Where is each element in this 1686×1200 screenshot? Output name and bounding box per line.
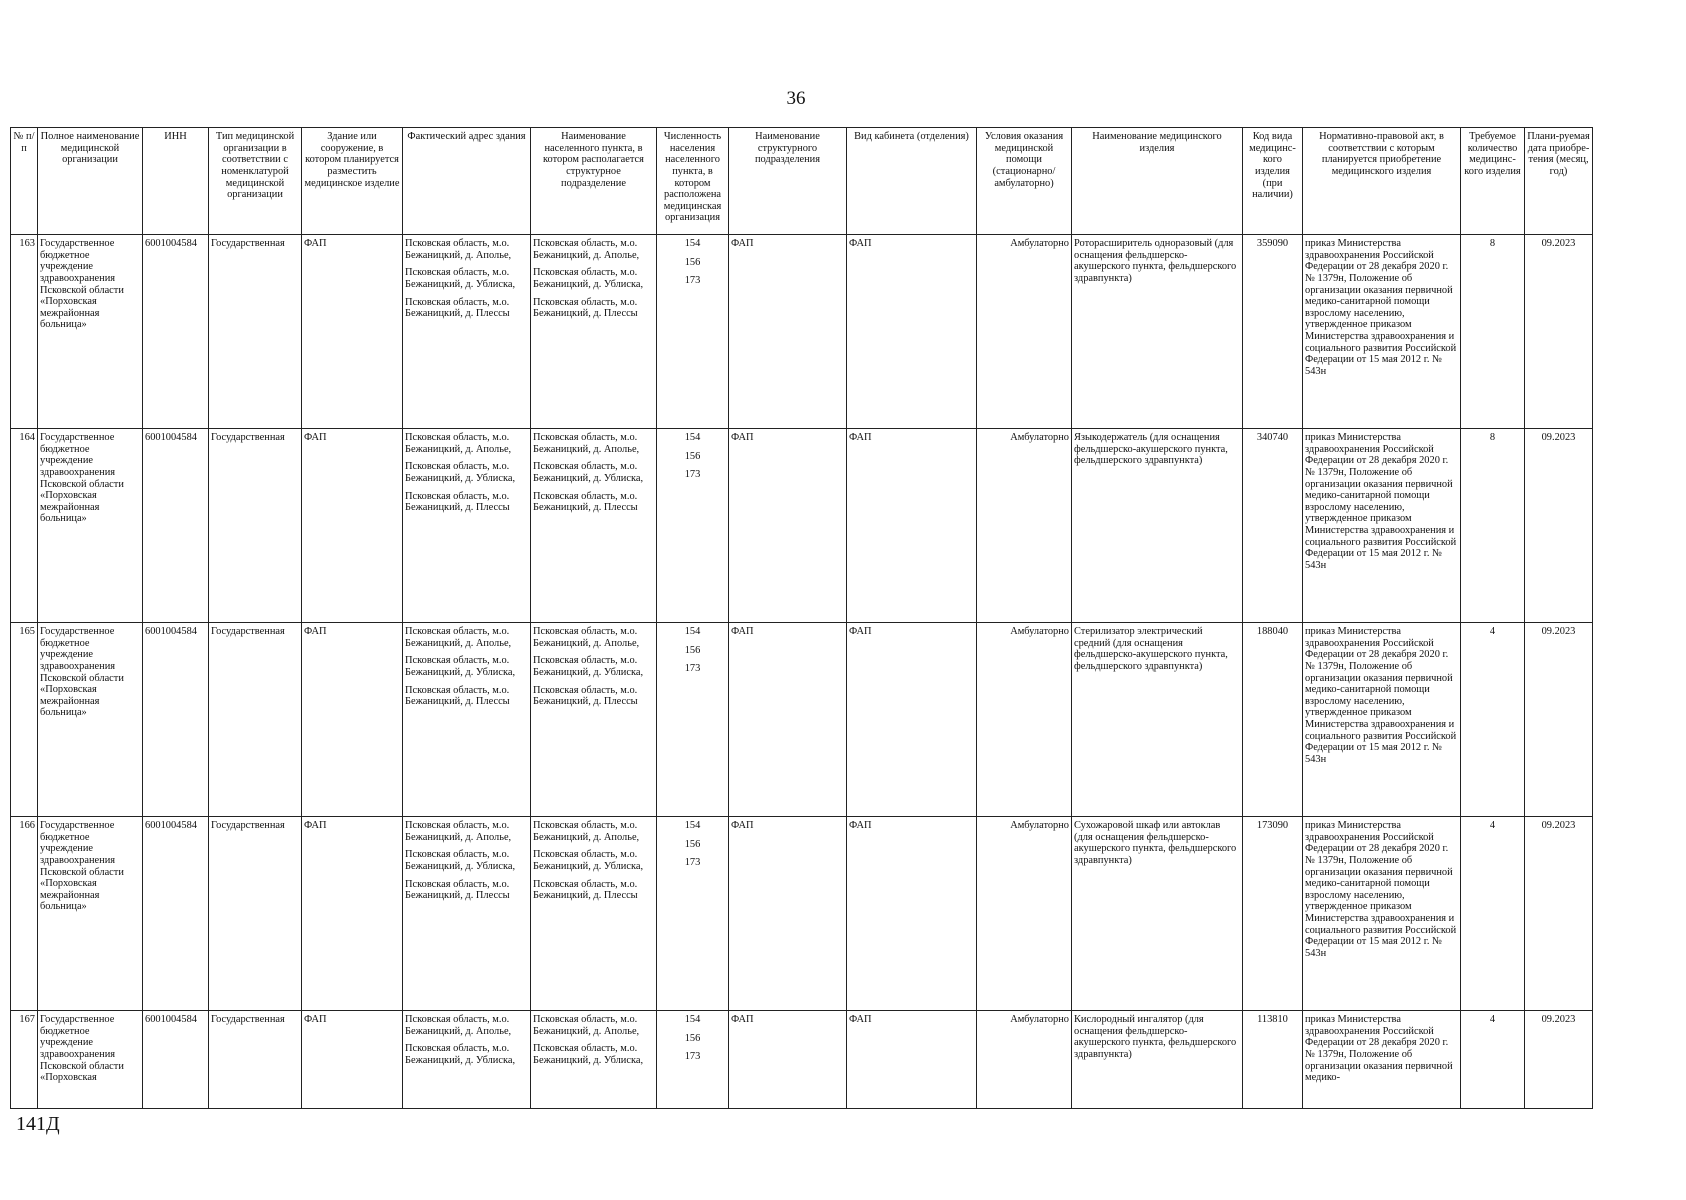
table-row (11, 623, 1593, 817)
structural-unit: ФАП (729, 817, 847, 1011)
population-value: 173 (684, 857, 701, 869)
population-value: 156 (684, 256, 701, 268)
address-line: Псковская область, м.о. Бежаницкий, д. Плессы (405, 878, 510, 902)
row-number: 166 (11, 817, 38, 1011)
cabinet-type: ФАП (847, 1011, 977, 1109)
address-line: Псковская область, м.о. Бежаницкий, д. Ублиска, (405, 267, 516, 290)
address-line: Псковская область, м.о. Бежаницкий, д. Плессы (405, 490, 510, 514)
address-line: Псковская область, м.о. Бежаницкий, д. Аполье, (405, 238, 512, 261)
locality-line: Псковская область, м.о. Бежаницкий, д. Ублиска, (533, 1043, 644, 1066)
header-cell: Условия оказания медицинской помощи (стационарно/ амбулаторно) (977, 128, 1072, 235)
device-code: 188040 (1243, 623, 1303, 817)
quantity: 4 (1461, 1011, 1525, 1109)
population (657, 429, 729, 623)
address-line: Псковская область, м.о. Бежаницкий, д. Ублиска, (405, 849, 516, 872)
legal-act: приказ Министерства здравоохранения Российской Федерации от 28 декабря 2020 г. № 1379н, Положение об организации оказания первичной медико-санитарной помощи взрослому населению, утвержденное приказом Министерства здравоохранения и социального развития Российской Федерации от 15 мая 2012 г. № 543н (1303, 623, 1461, 817)
device-code: 173090 (1243, 817, 1303, 1011)
header-row (11, 128, 1593, 235)
address (403, 235, 531, 429)
org-type: Государственная (209, 235, 302, 429)
row-number: 163 (11, 235, 38, 429)
locality (531, 623, 657, 817)
locality-line: Псковская область, м.о. Бежаницкий, д. Плессы (533, 490, 638, 514)
quantity: 4 (1461, 623, 1525, 817)
org-name: Государственное бюджетное учреждение здравоохранения Псковской области «Порховская межрайонная больница» (38, 623, 143, 817)
inn: 6001004584 (143, 235, 209, 429)
locality-line: Псковская область, м.о. Бежаницкий, д. Ублиска, (533, 461, 644, 484)
row-number: 164 (11, 429, 38, 623)
device-code: 359090 (1243, 235, 1303, 429)
population-value: 156 (684, 1032, 701, 1044)
header-cell: Численность населения населенного пункта, в котором расположена медицинская организация (657, 128, 729, 235)
inn: 6001004584 (143, 1011, 209, 1109)
address (403, 817, 531, 1011)
inn: 6001004584 (143, 429, 209, 623)
care-conditions: Амбулаторно (977, 429, 1072, 623)
cabinet-type: ФАП (847, 429, 977, 623)
inn: 6001004584 (143, 623, 209, 817)
building: ФАП (302, 429, 403, 623)
legal-act: приказ Министерства здравоохранения Российской Федерации от 28 декабря 2020 г. № 1379н, Положение об организации оказания первичной медико- (1303, 1011, 1461, 1109)
address-line: Псковская область, м.о. Бежаницкий, д. Плессы (405, 684, 510, 708)
header-cell: № п/п (11, 128, 38, 235)
org-name: Государственное бюджетное учреждение здравоохранения Псковской области «Порховская (38, 1011, 143, 1109)
header-cell: Наименование медицинского изделия (1072, 128, 1243, 235)
header-cell: Наименование структурного подразделения (729, 128, 847, 235)
building: ФАП (302, 235, 403, 429)
population (657, 1011, 729, 1109)
population-value: 173 (684, 663, 701, 675)
locality-line: Псковская область, м.о. Бежаницкий, д. Ублиска, (533, 849, 644, 872)
care-conditions: Амбулаторно (977, 623, 1072, 817)
org-type: Государственная (209, 429, 302, 623)
population-value: 156 (684, 644, 701, 656)
document-code: 141Д (16, 1113, 60, 1135)
table-row (11, 817, 1593, 1011)
org-name: Государственное бюджетное учреждение здравоохранения Псковской области «Порховская межрайонная больница» (38, 817, 143, 1011)
header-cell: Вид кабинета (отделения) (847, 128, 977, 235)
address-line: Псковская область, м.о. Бежаницкий, д. Аполье, (405, 1014, 512, 1037)
address (403, 429, 531, 623)
address-line: Псковская область, м.о. Бежаницкий, д. Плессы (405, 296, 510, 320)
purchase-date: 09.2023 (1525, 1011, 1593, 1109)
quantity: 8 (1461, 429, 1525, 623)
locality (531, 817, 657, 1011)
header-cell: Код вида медицинс-кого изделия (при наличии) (1243, 128, 1303, 235)
population (657, 623, 729, 817)
device-name: Стерилизатор электрический средний (для оснащения фельдшерско-акушерского пункта, фельдшерского здравпункта) (1072, 623, 1243, 817)
quantity: 8 (1461, 235, 1525, 429)
population (657, 235, 729, 429)
equipment-table (10, 127, 1593, 1109)
cabinet-type: ФАП (847, 623, 977, 817)
population (657, 817, 729, 1011)
legal-act: приказ Министерства здравоохранения Российской Федерации от 28 декабря 2020 г. № 1379н, Положение об организации оказания первичной медико-санитарной помощи взрослому населению, утвержденное приказом Министерства здравоохранения и социального развития Российской Федерации от 15 мая 2012 г. № 543н (1303, 429, 1461, 623)
org-name: Государственное бюджетное учреждение здравоохранения Псковской области «Порховская межрайонная больница» (38, 235, 143, 429)
purchase-date: 09.2023 (1525, 623, 1593, 817)
device-name: Языкодержатель (для оснащения фельдшерско-акушерского пункта, фельдшерского здравпункта) (1072, 429, 1243, 623)
building: ФАП (302, 623, 403, 817)
header-cell: Фактический адрес здания (403, 128, 531, 235)
care-conditions: Амбулаторно (977, 1011, 1072, 1109)
header-cell: ИНН (143, 128, 209, 235)
population-value: 154 (684, 238, 701, 249)
header-cell: Полное наименование медицинской организации (38, 128, 143, 235)
building: ФАП (302, 817, 403, 1011)
org-type: Государственная (209, 1011, 302, 1109)
device-name: Кислородный ингалятор (для оснащения фельдшерско-акушерского пункта, фельдшерского здравпункта) (1072, 1011, 1243, 1109)
population-value: 154 (684, 1014, 701, 1025)
structural-unit: ФАП (729, 429, 847, 623)
legal-act: приказ Министерства здравоохранения Российской Федерации от 28 декабря 2020 г. № 1379н, Положение об организации оказания первичной медико-санитарной помощи взрослому населению, утвержденное приказом Министерства здравоохранения и социального развития Российской Федерации от 15 мая 2012 г. № 543н (1303, 817, 1461, 1011)
header-cell: Наименование населенного пункта, в котором располагается структурное подразделение (531, 128, 657, 235)
device-name: Сухожаровой шкаф или автоклав (для оснащения фельдшерско-акушерского пункта, фельдшерского здравпункта) (1072, 817, 1243, 1011)
locality-line: Псковская область, м.о. Бежаницкий, д. Ублиска, (533, 655, 644, 678)
org-name: Государственное бюджетное учреждение здравоохранения Псковской области «Порховская межрайонная больница» (38, 429, 143, 623)
locality-line: Псковская область, м.о. Бежаницкий, д. Аполье, (533, 626, 640, 649)
inn: 6001004584 (143, 817, 209, 1011)
table-row (11, 1011, 1593, 1109)
population-value: 154 (684, 626, 701, 637)
org-type: Государственная (209, 817, 302, 1011)
address (403, 623, 531, 817)
row-number: 165 (11, 623, 38, 817)
building: ФАП (302, 1011, 403, 1109)
structural-unit: ФАП (729, 235, 847, 429)
address (403, 1011, 531, 1109)
address-line: Псковская область, м.о. Бежаницкий, д. Аполье, (405, 626, 512, 649)
device-code: 340740 (1243, 429, 1303, 623)
purchase-date: 09.2023 (1525, 817, 1593, 1011)
header-cell: Здание или сооружение, в котором планируется разместить медицинское изделие (302, 128, 403, 235)
structural-unit: ФАП (729, 623, 847, 817)
population-value: 156 (684, 838, 701, 850)
address-line: Псковская область, м.о. Бежаницкий, д. Ублиска, (405, 655, 516, 678)
header-cell: Нормативно-правовой акт, в соответствии с которым планируется приобретение медицинского изделия (1303, 128, 1461, 235)
locality-line: Псковская область, м.о. Бежаницкий, д. Плессы (533, 296, 638, 320)
locality (531, 429, 657, 623)
purchase-date: 09.2023 (1525, 429, 1593, 623)
population-value: 156 (684, 450, 701, 462)
population-value: 173 (684, 275, 701, 287)
locality-line: Псковская область, м.о. Бежаницкий, д. Плессы (533, 878, 638, 902)
header-cell: Плани-руемая дата приобре-тения (месяц, год) (1525, 128, 1593, 235)
locality-line: Псковская область, м.о. Бежаницкий, д. Аполье, (533, 820, 640, 843)
cabinet-type: ФАП (847, 235, 977, 429)
locality-line: Псковская область, м.о. Бежаницкий, д. Плессы (533, 684, 638, 708)
locality-line: Псковская область, м.о. Бежаницкий, д. Ублиска, (533, 267, 644, 290)
row-number: 167 (11, 1011, 38, 1109)
locality-line: Псковская область, м.о. Бежаницкий, д. Аполье, (533, 1014, 640, 1037)
address-line: Псковская область, м.о. Бежаницкий, д. Аполье, (405, 820, 512, 843)
table-row (11, 235, 1593, 429)
population-value: 173 (684, 469, 701, 481)
address-line: Псковская область, м.о. Бежаницкий, д. Ублиска, (405, 461, 516, 484)
population-value: 154 (684, 432, 701, 443)
legal-act: приказ Министерства здравоохранения Российской Федерации от 28 декабря 2020 г. № 1379н, Положение об организации оказания первичной медико-санитарной помощи взрослому населению, утвержденное приказом Министерства здравоохранения и социального развития Российской Федерации от 15 мая 2012 г. № 543н (1303, 235, 1461, 429)
quantity: 4 (1461, 817, 1525, 1011)
purchase-date: 09.2023 (1525, 235, 1593, 429)
device-name: Роторасширитель одноразовый (для оснащения фельдшерско-акушерского пункта, фельдшерского здравпункта) (1072, 235, 1243, 429)
population-value: 154 (684, 820, 701, 831)
header-cell: Тип медицинской организации в соответствии с номенклатурой медицинской организации (209, 128, 302, 235)
locality (531, 235, 657, 429)
page-number: 36 (786, 88, 806, 109)
address-line: Псковская область, м.о. Бежаницкий, д. Ублиска, (405, 1043, 516, 1066)
locality-line: Псковская область, м.о. Бежаницкий, д. Аполье, (533, 238, 640, 261)
cabinet-type: ФАП (847, 817, 977, 1011)
device-code: 113810 (1243, 1011, 1303, 1109)
locality (531, 1011, 657, 1109)
care-conditions: Амбулаторно (977, 817, 1072, 1011)
header-cell: Требуемое количество медицинс-кого изделия (1461, 128, 1525, 235)
structural-unit: ФАП (729, 1011, 847, 1109)
locality-line: Псковская область, м.о. Бежаницкий, д. Аполье, (533, 432, 640, 455)
address-line: Псковская область, м.о. Бежаницкий, д. Аполье, (405, 432, 512, 455)
org-type: Государственная (209, 623, 302, 817)
table-row (11, 429, 1593, 623)
population-value: 173 (684, 1051, 701, 1063)
care-conditions: Амбулаторно (977, 235, 1072, 429)
